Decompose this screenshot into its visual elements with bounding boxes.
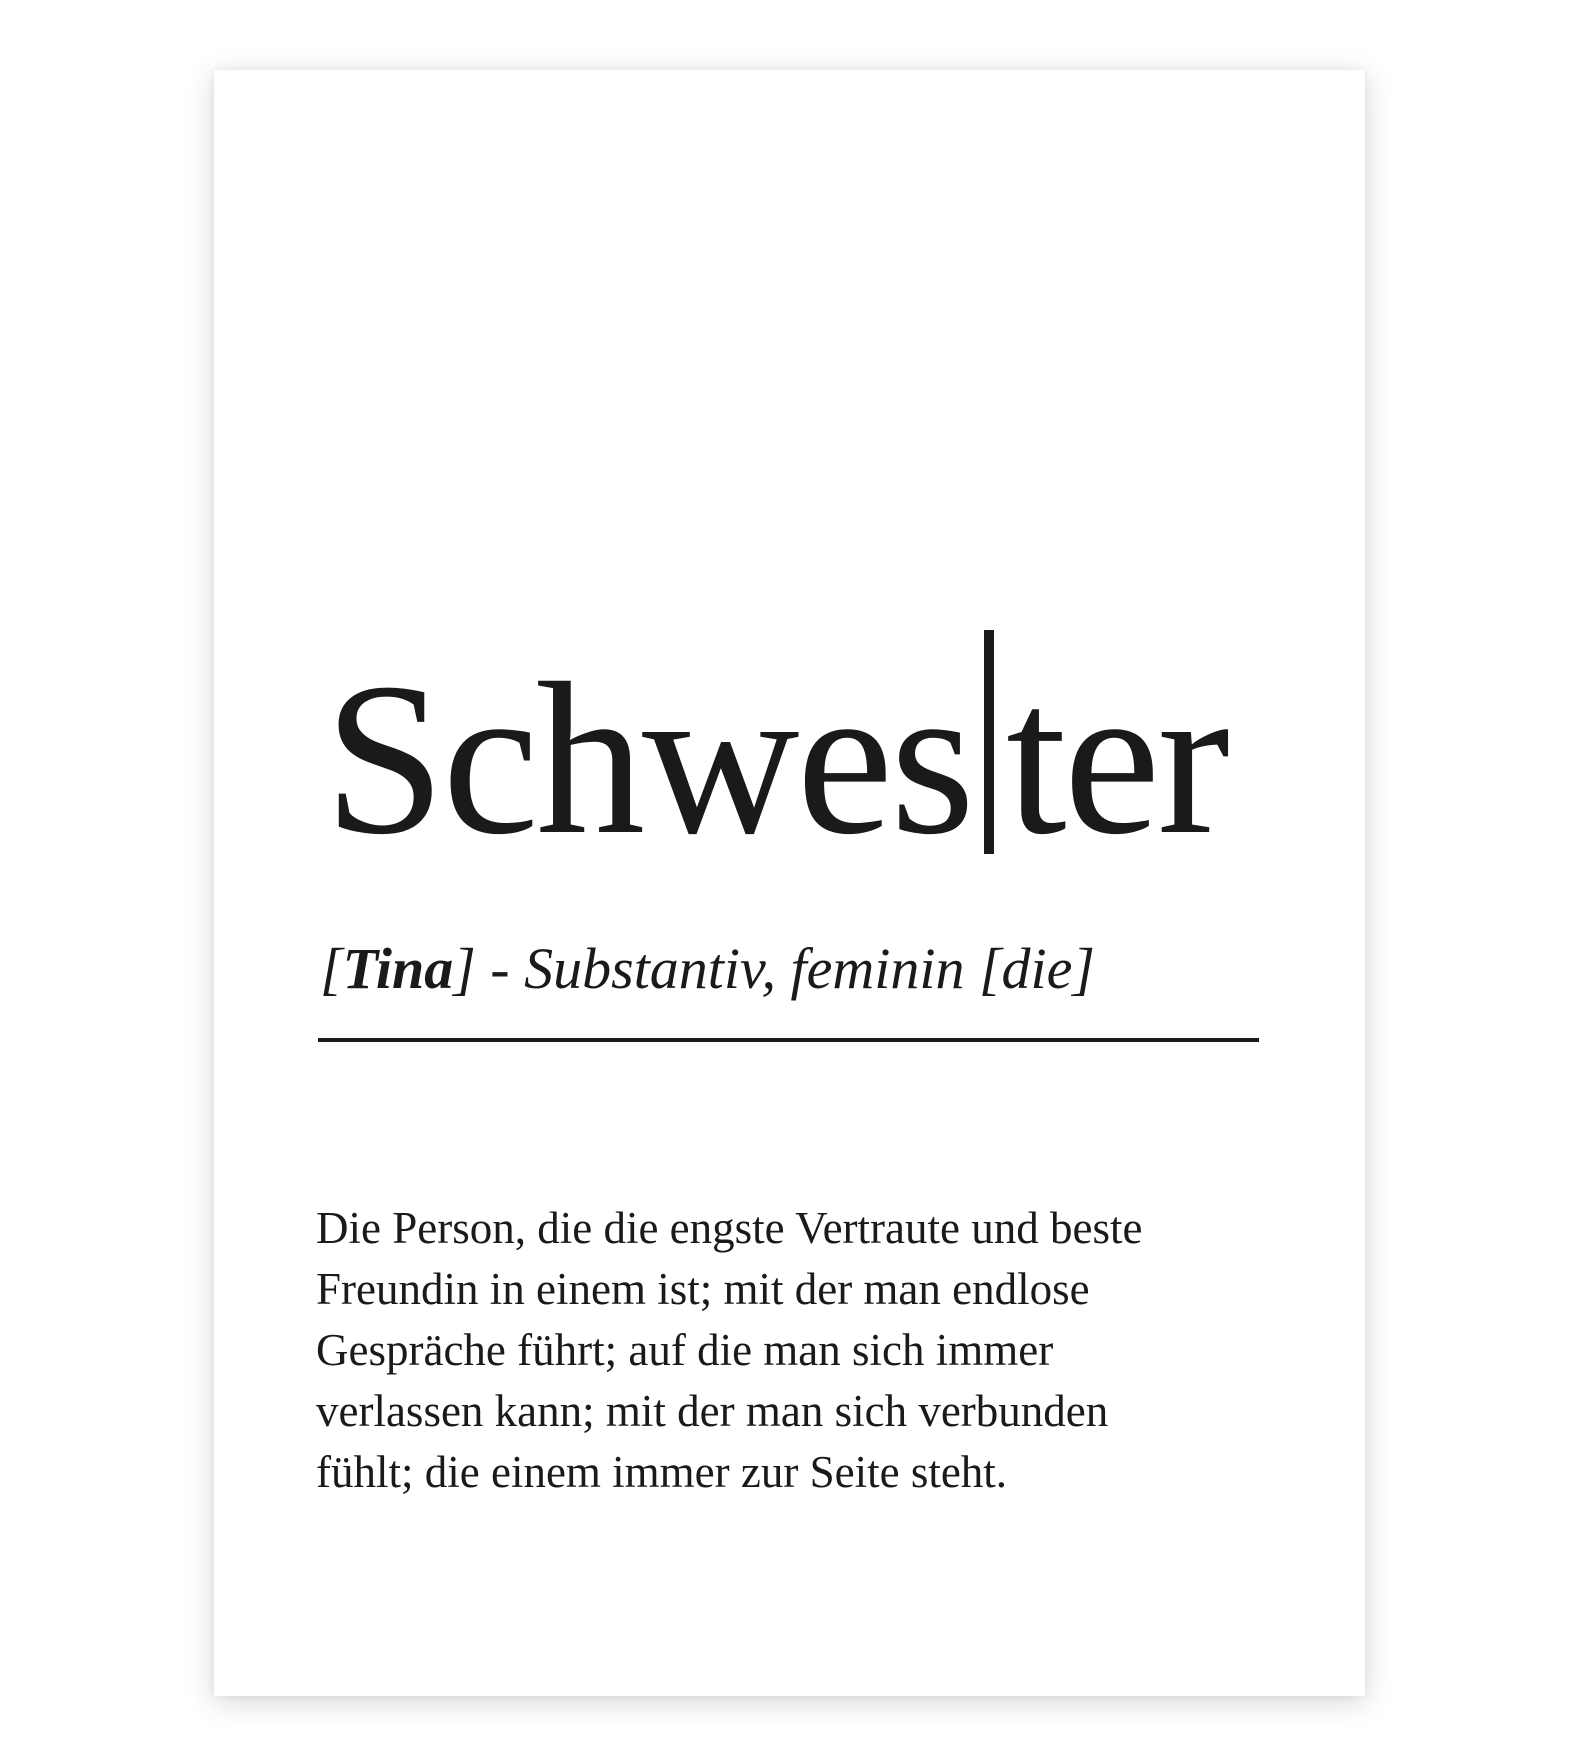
- headword-first-syllables: Schwes: [324, 639, 973, 880]
- poster-card: [214, 70, 1365, 1696]
- definition-line: Gespräche führt; auf die man sich immer: [316, 1325, 1054, 1375]
- definition-line: fühlt; die einem immer zur Seite steht.: [316, 1447, 1008, 1497]
- headword: [324, 630, 1227, 880]
- headword-last-syllable: ter: [1006, 639, 1227, 880]
- grammar-info: ] - Substantiv, feminin [die]: [453, 936, 1095, 1001]
- open-bracket: [: [320, 936, 343, 1001]
- definition-line: Die Person, die die engste Vertraute und beste: [316, 1203, 1143, 1253]
- horizontal-rule: [318, 1038, 1259, 1042]
- grammar-line: [320, 936, 1095, 1001]
- definition-line: verlassen kann; mit der man sich verbunden: [316, 1386, 1109, 1436]
- definition-text: [316, 1198, 1276, 1503]
- syllable-divider: [984, 630, 994, 854]
- definition-line: Freundin in einem ist; mit der man endlose: [316, 1264, 1090, 1314]
- personal-name: Tina: [342, 936, 454, 1001]
